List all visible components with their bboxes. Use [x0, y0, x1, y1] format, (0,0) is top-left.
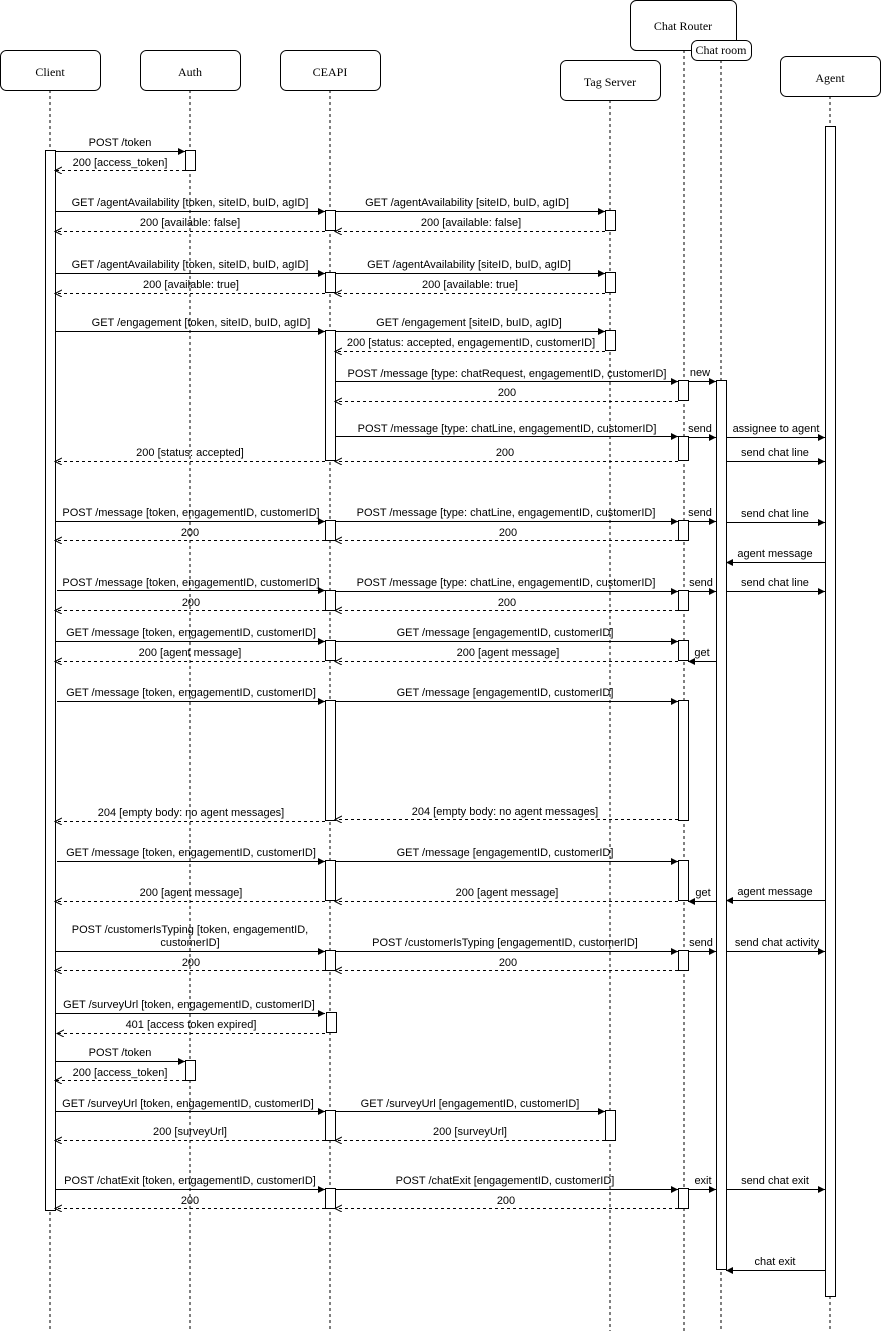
message-label: GET /message [engagementID, customerID]	[396, 687, 614, 699]
actor-label-agent: Agent	[815, 71, 845, 85]
message-ceapi-to-tag	[335, 197, 605, 212]
message-ceapi-to-router	[335, 577, 678, 592]
message-label: 200	[181, 597, 201, 609]
activation-bar-router	[679, 641, 689, 661]
message-label: get	[694, 647, 710, 659]
message-label: POST /message [token, engagementID, customerID]	[62, 507, 320, 519]
message-label: 200 [access_token]	[72, 1067, 168, 1079]
message-label: assignee to agent	[732, 423, 820, 435]
message-ceapi-to-router	[335, 1175, 678, 1190]
activation-bar-ceapi	[326, 521, 336, 541]
message-label: send	[689, 577, 713, 589]
actor-ceapi[interactable]	[281, 51, 381, 91]
message-label: POST /customerIsTyping [token, engagementID,	[71, 924, 309, 936]
message-tag-to-ceapi	[335, 217, 605, 232]
activation-bar-ceapi	[326, 641, 336, 661]
message-label: 200 [agent message]	[456, 647, 560, 659]
message-router-to-ceapi	[335, 597, 678, 611]
message-label: POST /token	[88, 137, 152, 149]
message-label: 200 [status: accepted]	[136, 447, 244, 459]
activation-bar-ceapi	[326, 951, 336, 971]
message-client-to-ceapi	[57, 577, 325, 591]
message-ceapi-to-router	[335, 847, 678, 862]
message-label: send chat line	[741, 577, 809, 589]
message-room-to-agent	[726, 1175, 825, 1190]
activation-bar-tag	[606, 331, 616, 351]
message-ceapi-to-client	[55, 1195, 325, 1209]
message-router-to-ceapi	[335, 1195, 678, 1209]
message-label: POST /customerIsTyping [engagementID, customerID]	[372, 937, 638, 949]
message-agent-to-room	[726, 1256, 825, 1271]
message-label: 200	[180, 527, 200, 539]
activation-bar-agent	[826, 127, 836, 1297]
message-tag-to-ceapi	[335, 337, 605, 352]
activation-bar-ceapi	[326, 273, 336, 293]
message-label: 200 [available: false]	[420, 217, 522, 229]
actor-label-ceapi: CEAPI	[312, 65, 348, 79]
message-agent-to-room	[726, 548, 825, 563]
message-label: 200	[495, 447, 515, 459]
activation-bar-router	[679, 381, 689, 401]
activation-bar-ceapi	[326, 861, 336, 901]
message-client-to-ceapi	[55, 317, 325, 332]
activation-bar-tag	[606, 211, 616, 231]
message-router-to-room	[688, 507, 716, 522]
message-label: exit	[694, 1175, 712, 1187]
message-router-to-ceapi	[335, 647, 678, 662]
message-client-to-ceapi	[55, 1175, 325, 1190]
message-label: GET /surveyUrl [engagementID, customerID]	[360, 1098, 580, 1110]
message-client-to-ceapi	[55, 924, 325, 952]
message-label: POST /message [type: chatLine, engagementID, customerID]	[357, 423, 657, 435]
message-room-to-agent	[726, 447, 825, 462]
message-client-to-ceapi	[55, 1098, 325, 1112]
message-router-to-room	[688, 577, 716, 592]
message-label: 204 [empty body: no agent messages]	[97, 807, 285, 819]
message-label: GET /engagement [token, siteID, buID, agID]	[91, 317, 311, 329]
message-label: POST /chatExit [engagementID, customerID]	[395, 1175, 615, 1187]
activation-bar-router	[679, 1189, 689, 1209]
message-room-to-router	[688, 887, 716, 902]
message-router-to-ceapi	[335, 447, 678, 462]
message-client-to-ceapi	[55, 507, 325, 522]
message-label: agent message	[737, 548, 813, 560]
message-label: customerID]	[160, 937, 220, 949]
actor-label-auth: Auth	[178, 65, 202, 79]
message-client-to-ceapi	[55, 999, 325, 1014]
activation-bar-ceapi	[326, 1111, 336, 1141]
message-label: 204 [empty body: no agent messages]	[411, 806, 599, 818]
message-label: 200	[180, 1195, 200, 1207]
message-ceapi-to-router	[335, 507, 678, 522]
message-label: 200	[497, 597, 517, 609]
actor-room[interactable]	[692, 41, 752, 61]
activation-bar-auth	[186, 151, 196, 171]
activation-bar-ceapi	[326, 211, 336, 231]
message-ceapi-to-client	[55, 597, 325, 611]
message-label: GET /message [token, engagementID, customerID]	[66, 847, 316, 859]
message-room-to-agent	[726, 508, 825, 523]
activation-bar-router	[679, 591, 689, 611]
message-room-to-agent	[726, 577, 825, 592]
actor-tag[interactable]	[561, 61, 661, 101]
message-router-to-ceapi	[335, 527, 678, 541]
message-client-to-auth	[55, 137, 185, 152]
message-label: GET /surveyUrl [token, engagementID, customerID]	[63, 999, 315, 1011]
message-tag-to-ceapi	[335, 1126, 605, 1141]
message-label: 200 [surveyUrl]	[433, 1126, 507, 1138]
message-label: POST /message [token, engagementID, customerID]	[62, 577, 320, 589]
message-label: GET /agentAvailability [siteID, buID, agID]	[365, 197, 569, 209]
message-label: send chat line	[741, 447, 809, 459]
message-label: 200	[497, 387, 517, 399]
message-ceapi-to-client	[55, 957, 325, 971]
message-label: 401 [access token expired]	[125, 1019, 257, 1031]
message-label: new	[689, 367, 711, 379]
message-label: 200 [agent message]	[455, 887, 559, 899]
actor-label-client: Client	[35, 65, 65, 79]
activation-bar-router	[679, 521, 689, 541]
message-ceapi-to-tag	[335, 259, 605, 274]
message-label: POST /chatExit [token, engagementID, customerID]	[64, 1175, 316, 1187]
message-label: send	[689, 937, 713, 949]
activation-bar-tag	[606, 1111, 616, 1141]
message-label: POST /message [type: chatLine, engagementID, customerID]	[356, 507, 656, 519]
message-label: POST /message [type: chatLine, engagementID, customerID]	[356, 577, 656, 589]
message-label: GET /message [token, engagementID, customerID]	[66, 627, 316, 639]
message-ceapi-to-router	[335, 627, 678, 642]
activation-bar-router	[679, 701, 689, 821]
message-router-to-room	[688, 367, 716, 382]
message-label: send	[688, 507, 712, 519]
message-tag-to-ceapi	[335, 279, 605, 294]
message-client-to-ceapi	[55, 627, 325, 642]
message-label: GET /agentAvailability [token, siteID, buID, agID]	[71, 259, 309, 271]
message-ceapi-to-client	[55, 527, 325, 541]
message-label: GET /engagement [siteID, buID, agID]	[376, 317, 562, 329]
activation-bar-auth	[186, 1061, 196, 1081]
message-room-to-agent	[726, 423, 825, 438]
message-label: agent message	[737, 886, 813, 898]
message-label: 200 [status: accepted, engagementID, customerID]	[346, 337, 596, 349]
message-label: POST /token	[88, 1047, 152, 1059]
message-client-to-ceapi	[57, 847, 325, 862]
message-router-to-ceapi	[335, 887, 678, 902]
message-room-to-agent	[726, 937, 825, 952]
activation-bar-ceapi	[326, 701, 336, 821]
message-router-to-ceapi	[335, 957, 678, 971]
activation-bar-router	[679, 437, 689, 461]
actor-label-room: Chat room	[695, 43, 747, 57]
message-router-to-room	[688, 423, 716, 438]
message-client-to-ceapi	[55, 197, 325, 212]
message-ceapi-to-router	[335, 937, 678, 952]
message-label: 200	[181, 957, 201, 969]
message-label: 200	[496, 1195, 516, 1207]
message-router-to-ceapi	[335, 806, 678, 820]
message-ceapi-to-client	[55, 447, 325, 462]
message-router-to-ceapi	[335, 387, 678, 402]
activation-bar-ceapi	[327, 1013, 337, 1033]
message-label: POST /message [type: chatRequest, engagementID, customerID]	[347, 368, 667, 380]
message-room-to-router	[688, 647, 716, 662]
actor-client[interactable]	[1, 51, 101, 91]
message-label: GET /message [token, engagementID, customerID]	[66, 687, 316, 699]
message-client-to-ceapi	[57, 687, 325, 702]
message-label: 200 [surveyUrl]	[153, 1126, 227, 1138]
message-label: send chat exit	[741, 1175, 809, 1187]
activation-bar-router	[679, 861, 689, 901]
message-label: 200	[498, 957, 518, 969]
message-label: 200 [agent message]	[139, 887, 243, 899]
message-label: GET /surveyUrl [token, engagementID, customerID]	[62, 1098, 314, 1110]
message-label: 200 [available: true]	[421, 279, 519, 291]
message-agent-to-room	[726, 886, 825, 901]
message-label: get	[695, 887, 711, 899]
message-ceapi-to-client	[55, 279, 325, 294]
activation-bar-router	[679, 951, 689, 971]
message-ceapi-to-client	[55, 647, 325, 662]
actor-agent[interactable]	[781, 57, 881, 97]
message-router-to-room	[688, 1175, 716, 1190]
message-ceapi-to-client	[55, 1126, 325, 1141]
message-ceapi-to-tag	[335, 317, 605, 332]
message-label: 200 [available: false]	[139, 217, 241, 229]
message-label: 200 [available: true]	[142, 279, 240, 291]
message-ceapi-to-client	[55, 807, 325, 822]
message-label: GET /agentAvailability [siteID, buID, agID]	[367, 259, 571, 271]
message-label: send chat line	[741, 508, 809, 520]
message-label: 200	[498, 527, 518, 539]
activation-bar-tag	[606, 273, 616, 293]
activation-bar-ceapi	[326, 331, 336, 461]
message-ceapi-to-router	[335, 368, 678, 382]
message-label: send	[688, 423, 712, 435]
activation-bar-ceapi	[326, 1189, 336, 1209]
message-client-to-auth	[55, 1047, 185, 1062]
activation-bar-client	[46, 151, 56, 1211]
message-ceapi-to-client	[55, 887, 325, 902]
message-label: 200 [agent message]	[138, 647, 242, 659]
message-router-to-room	[688, 937, 716, 952]
actor-label-tag: Tag Server	[583, 75, 637, 89]
message-label: send chat activity	[734, 937, 820, 949]
message-label: GET /message [engagementID, customerID]	[396, 627, 614, 639]
actor-label-router: Chat Router	[653, 19, 713, 33]
message-ceapi-to-client	[57, 1019, 325, 1034]
message-auth-to-client	[55, 1067, 185, 1081]
activation-bar-ceapi	[326, 591, 336, 611]
actor-auth[interactable]	[141, 51, 241, 91]
message-ceapi-to-router	[335, 687, 678, 702]
message-ceapi-to-tag	[335, 1098, 605, 1112]
message-label: chat exit	[754, 1256, 796, 1268]
message-ceapi-to-router	[335, 423, 678, 437]
message-auth-to-client	[55, 157, 185, 171]
message-label: GET /agentAvailability [token, siteID, buID, agID]	[71, 197, 309, 209]
message-label: GET /message [engagementID, customerID]	[396, 847, 614, 859]
message-label: 200 [access_token]	[72, 157, 168, 169]
activation-bar-room	[717, 381, 727, 1270]
